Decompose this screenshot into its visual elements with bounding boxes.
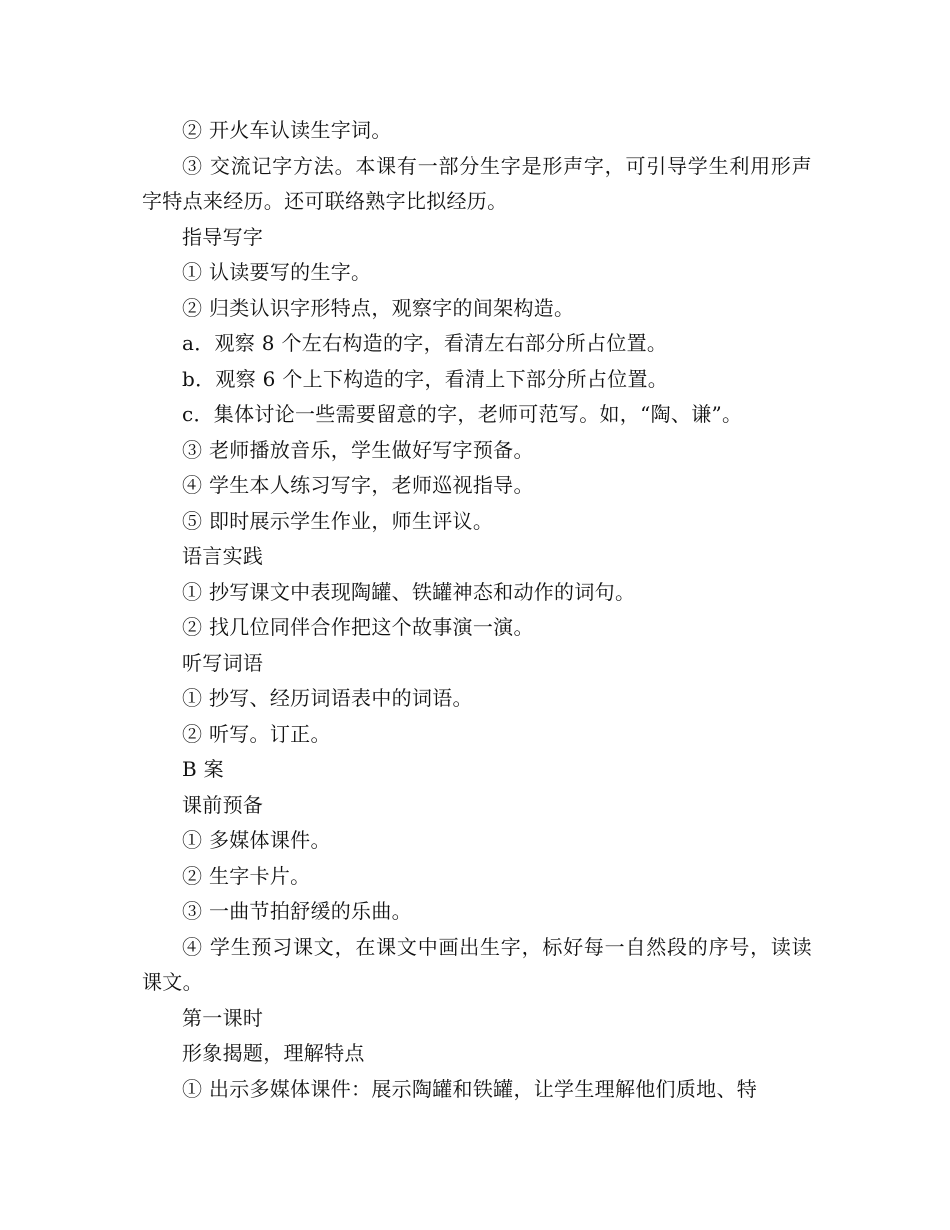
section-heading: 听写词语 — [182, 650, 264, 675]
paragraph: ② 开火车认读生字词。 — [182, 118, 392, 142]
paragraph: ③ 一曲节拍舒缓的乐曲。 — [182, 899, 412, 923]
paragraph: ⑤ 即时展示学生作业，师生评议。 — [182, 508, 494, 533]
paragraph: ① 抄写、经历词语表中的词语。 — [182, 686, 473, 710]
section-heading: 指导写字 — [182, 224, 264, 249]
paragraph: ② 生字卡片。 — [182, 863, 311, 888]
paragraph: ③ 交流记字方法。本课有一部分生字是形声字，可引导学生利用形声字特点来经历。还可联络熟字比拟经历。 — [142, 153, 812, 213]
paragraph: ① 认读要写的生字。 — [182, 260, 372, 284]
document-page — [142, 113, 812, 1107]
paragraph: ③ 老师播放音乐，学生做好写字预备。 — [182, 437, 534, 462]
paragraph: ② 归类认识字形特点，观察字的间架构造。 — [182, 295, 575, 320]
paragraph: ④ 学生本人练习写字，老师巡视指导。 — [182, 473, 534, 497]
paragraph: a．观察 8 个左右构造的字，看清左右部分所占位置。 — [182, 331, 668, 355]
paragraph: ① 多媒体课件。 — [182, 828, 331, 852]
section-heading: B 案 — [182, 757, 224, 781]
paragraph: c．集体讨论一些需要留意的字，老师可范写。如，“陶、谦”。 — [182, 402, 743, 426]
paragraph: ② 找几位同伴合作把这个故事演一演。 — [182, 615, 534, 639]
paragraph: ① 抄写课文中表现陶罐、铁罐神态和动作的词句。 — [182, 579, 636, 604]
paragraph: ② 听写。订正。 — [182, 721, 331, 746]
paragraph: b．观察 6 个上下构造的字，看清上下部分所占位置。 — [182, 366, 669, 391]
section-heading: 第一课时 — [182, 1005, 264, 1030]
paragraph: ① 出示多媒体课件：展示陶罐和铁罐，让学生理解他们质地、特 — [182, 1076, 758, 1101]
paragraph: ④ 学生预习课文，在课文中画出生字，标好每一自然段的序号，读读课文。 — [142, 934, 812, 994]
section-heading: 语言实践 — [182, 544, 264, 568]
section-heading: 课前预备 — [182, 792, 264, 817]
section-heading: 形象揭题，理解特点 — [182, 1041, 365, 1065]
